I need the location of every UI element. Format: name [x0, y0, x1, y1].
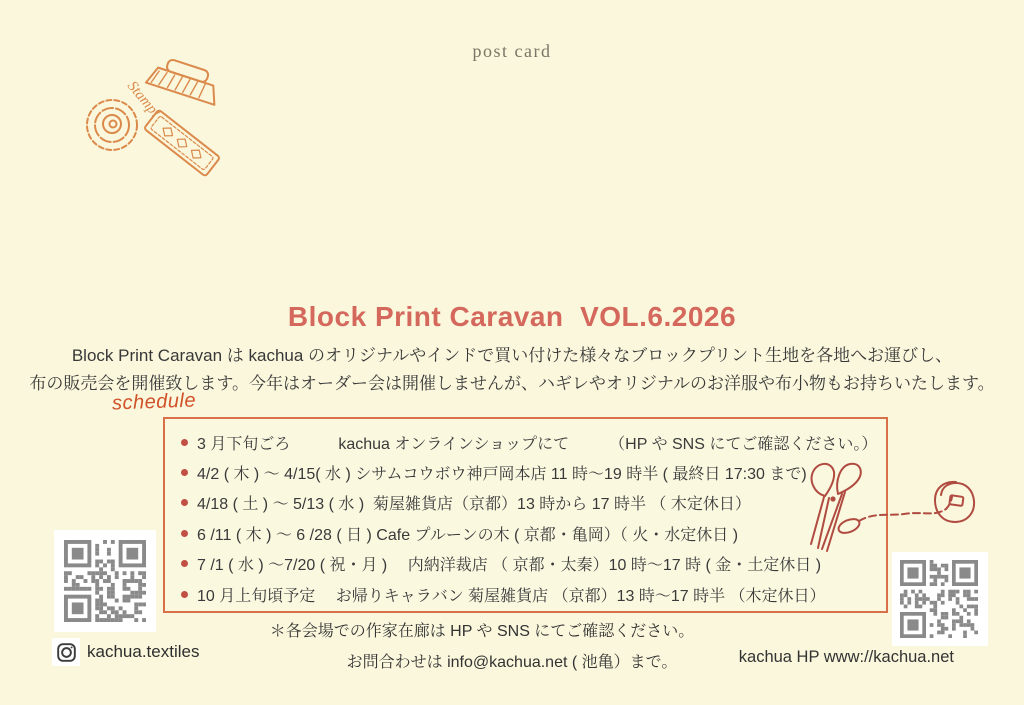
- bullet-icon: [181, 530, 188, 537]
- schedule-item: [181, 579, 880, 609]
- attendance-note: ＊各会場での作家在廊は HP や SNS にてご確認ください。: [269, 623, 695, 640]
- schedule-item: [181, 549, 880, 579]
- description-line-2: 布の販売会を開催致します。今年はオーダー会は開催しませんが、ハギレやオリジナルのお洋服や布小物もお持ちいたします。: [29, 374, 995, 393]
- tape-spool-icon: [935, 482, 974, 522]
- schedule-item-text: 4/18 ( 土 ) ～ 5/13 ( 水 ) 菊屋雑貨店（京都）13 時から 17 時半 （ 木定休日）: [197, 496, 751, 514]
- stamp-doodle-label: Stamp!: [123, 78, 164, 122]
- homepage-url: kachua HP www://kachua.net: [738, 648, 954, 666]
- qr-code-image: [64, 540, 146, 622]
- schedule-item: [181, 488, 880, 518]
- schedule-item-text: 7 /1 ( 水 ) ～7/20 ( 祝・月 ) 内納洋裁店 （ 京都・太秦）10 時～17 時 ( 金・土定休日 ): [197, 557, 822, 575]
- bullet-icon: [181, 439, 188, 446]
- schedule-label: schedule: [111, 389, 197, 415]
- stamp-doodle-illustration: [55, 58, 240, 188]
- brush-stamp-icon: [146, 58, 224, 105]
- bullet-icon: [181, 469, 188, 476]
- qr-code-left: [54, 530, 156, 632]
- schedule-item: [181, 518, 880, 548]
- bullet-icon: [181, 591, 188, 598]
- schedule-item-text: 4/2 ( 木 ) ～ 4/15( 水 ) シサムコウボウ神戸岡本店 11 時～19 時半 ( 最終日 17:30 まで): [197, 466, 807, 484]
- postcard-corner-label: post card: [472, 41, 552, 61]
- description-line-1: Block Print Caravan は kachua のオリジナルやインドで買い付けた様々なブロックプリント生地を各地へお運びし、: [71, 346, 953, 365]
- bullet-icon: [181, 560, 188, 567]
- schedule-item-text: 3 月下旬ごろ kachua オンラインショップにて （HP や SNS にてご確認ください。）: [197, 435, 878, 453]
- schedule-item-text: 10 月上旬頃予定 お帰りキャラバン 菊屋雑貨店 （京都）13 時～17 時半 （木定休日）: [197, 587, 826, 605]
- bullet-icon: [181, 499, 188, 506]
- carved-block-stamp-icon: [144, 110, 220, 177]
- scissors-icon: [811, 464, 861, 551]
- schedule-item: [181, 427, 880, 457]
- contact-info: お問合わせは info@kachua.net ( 池亀）まで。: [346, 654, 678, 671]
- scissors-thread-illustration: [798, 452, 1003, 564]
- schedule-item: [181, 457, 880, 487]
- event-title: Block Print Caravan VOL.6.2026: [287, 301, 737, 332]
- schedule-item-text: 6 /11 ( 木 ) ～ 6 /28 ( 日 ) Cafe プルーンの木 ( 京都・亀岡）（ 火・水定休日 ): [197, 526, 739, 544]
- instagram-handle: kachua.textiles: [87, 642, 200, 661]
- schedule-box: [163, 417, 888, 613]
- schedule-list: [165, 419, 886, 609]
